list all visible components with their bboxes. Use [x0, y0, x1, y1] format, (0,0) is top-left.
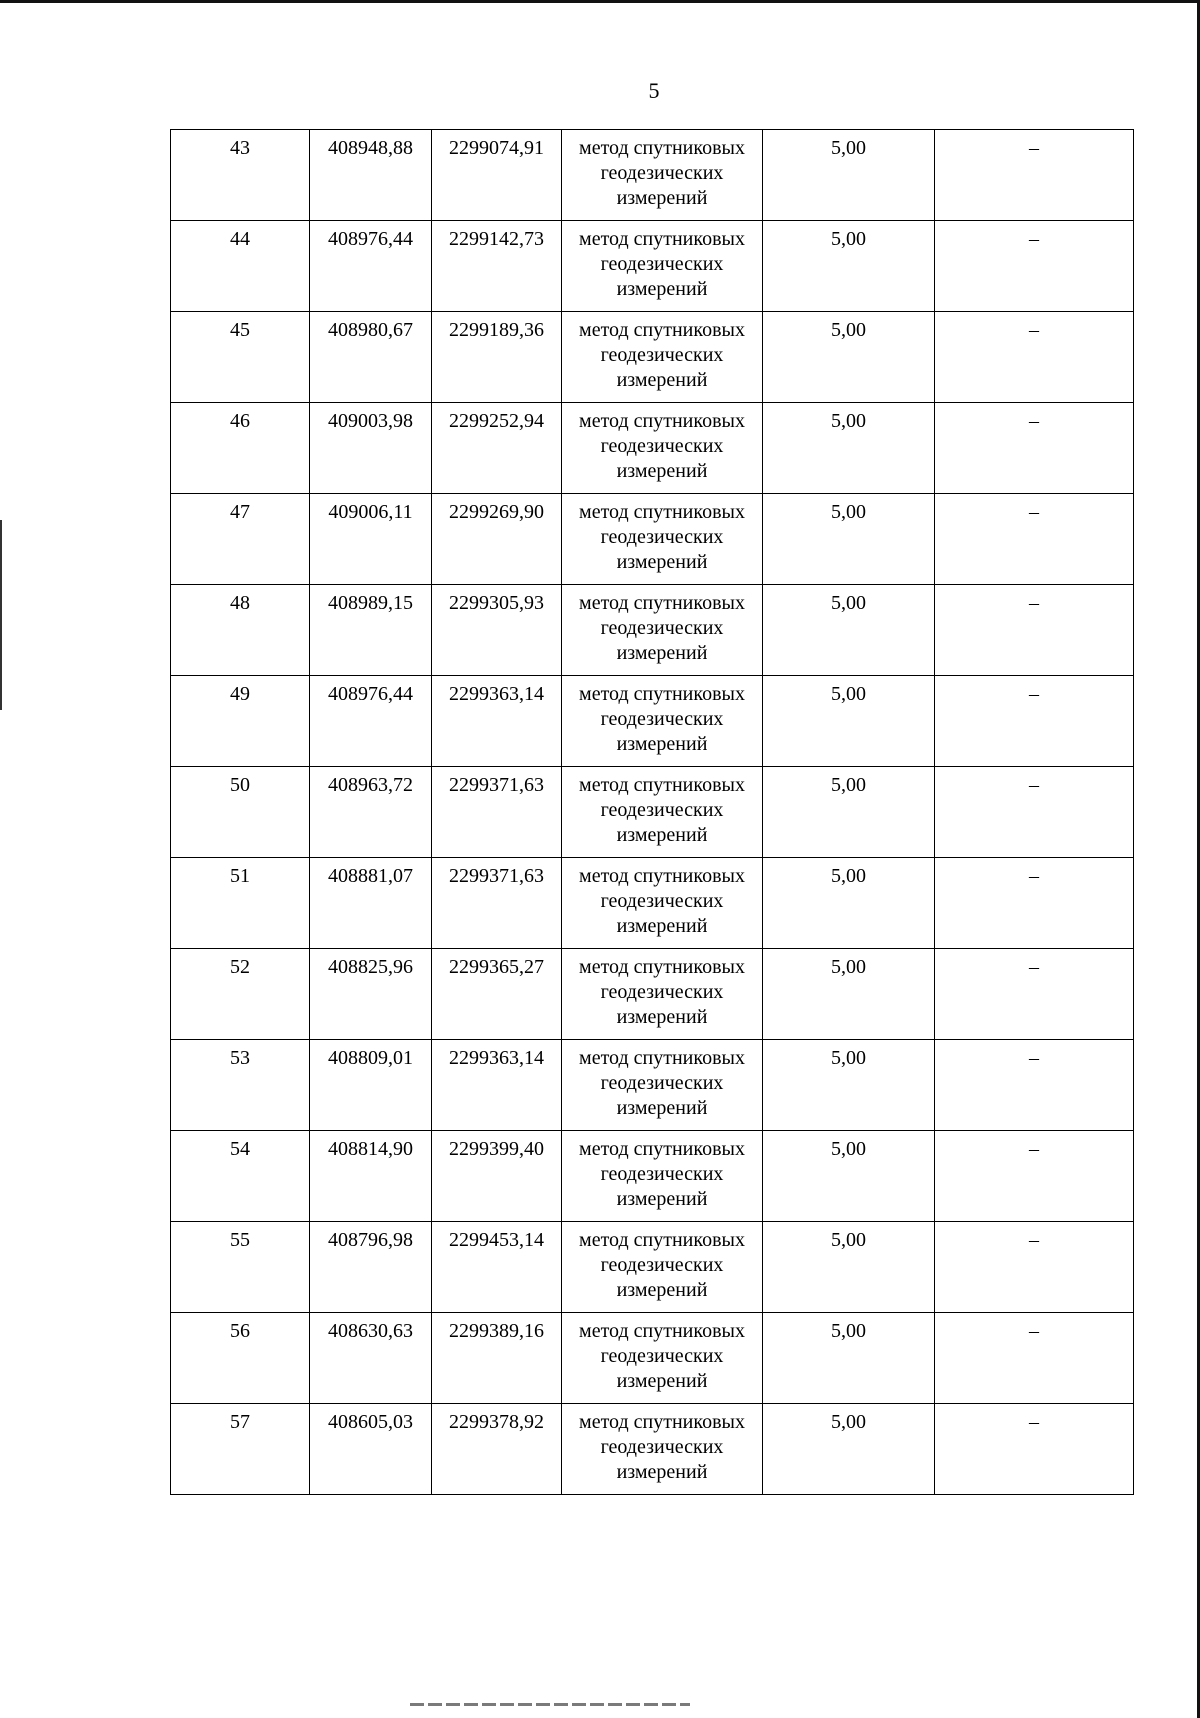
table-row — [171, 221, 1134, 312]
table-row — [171, 403, 1134, 494]
coordinate-x-cell: 409006,11 — [310, 494, 432, 585]
coordinate-x-cell: 408825,96 — [310, 949, 432, 1040]
method-cell: метод спутниковых геодезических измерений — [562, 130, 763, 221]
point-number-cell: 55 — [171, 1222, 310, 1313]
coordinate-x-cell: 408989,15 — [310, 585, 432, 676]
accuracy-cell: 5,00 — [763, 858, 935, 949]
coordinate-y-cell: 2299363,14 — [432, 1040, 562, 1131]
method-cell: метод спутниковых геодезических измерений — [562, 1313, 763, 1404]
description-cell: – — [935, 949, 1134, 1040]
accuracy-cell: 5,00 — [763, 1313, 935, 1404]
method-cell: метод спутниковых геодезических измерений — [562, 767, 763, 858]
coordinate-y-cell: 2299399,40 — [432, 1131, 562, 1222]
coordinate-x-cell: 408814,90 — [310, 1131, 432, 1222]
coordinate-y-cell: 2299305,93 — [432, 585, 562, 676]
coordinates-table-body — [171, 130, 1134, 1495]
coordinate-y-cell: 2299389,16 — [432, 1313, 562, 1404]
table-row — [171, 1131, 1134, 1222]
coordinate-x-cell: 408605,03 — [310, 1404, 432, 1495]
point-number-cell: 51 — [171, 858, 310, 949]
description-cell: – — [935, 1222, 1134, 1313]
description-cell: – — [935, 130, 1134, 221]
description-cell: – — [935, 1131, 1134, 1222]
table-row — [171, 1313, 1134, 1404]
method-cell: метод спутниковых геодезических измерений — [562, 1040, 763, 1131]
description-cell: – — [935, 494, 1134, 585]
method-cell: метод спутниковых геодезических измерений — [562, 1131, 763, 1222]
table-row — [171, 1404, 1134, 1495]
method-cell: метод спутниковых геодезических измерений — [562, 403, 763, 494]
accuracy-cell: 5,00 — [763, 949, 935, 1040]
description-cell: – — [935, 858, 1134, 949]
description-cell: – — [935, 312, 1134, 403]
point-number-cell: 45 — [171, 312, 310, 403]
point-number-cell: 57 — [171, 1404, 310, 1495]
coordinate-x-cell: 408881,07 — [310, 858, 432, 949]
table-row — [171, 858, 1134, 949]
accuracy-cell: 5,00 — [763, 1222, 935, 1313]
accuracy-cell: 5,00 — [763, 494, 935, 585]
point-number-cell: 44 — [171, 221, 310, 312]
point-number-cell: 46 — [171, 403, 310, 494]
description-cell: – — [935, 585, 1134, 676]
description-cell: – — [935, 1313, 1134, 1404]
table-row — [171, 312, 1134, 403]
description-cell: – — [935, 403, 1134, 494]
method-cell: метод спутниковых геодезических измерений — [562, 1404, 763, 1495]
table-row — [171, 767, 1134, 858]
method-cell: метод спутниковых геодезических измерений — [562, 1222, 763, 1313]
description-cell: – — [935, 221, 1134, 312]
accuracy-cell: 5,00 — [763, 585, 935, 676]
table-row — [171, 585, 1134, 676]
method-cell: метод спутниковых геодезических измерений — [562, 585, 763, 676]
coordinate-y-cell: 2299269,90 — [432, 494, 562, 585]
method-cell: метод спутниковых геодезических измерений — [562, 494, 763, 585]
accuracy-cell: 5,00 — [763, 403, 935, 494]
accuracy-cell: 5,00 — [763, 1040, 935, 1131]
table-row — [171, 676, 1134, 767]
point-number-cell: 54 — [171, 1131, 310, 1222]
coordinate-x-cell: 408948,88 — [310, 130, 432, 221]
method-cell: метод спутниковых геодезических измерений — [562, 221, 763, 312]
coordinate-x-cell: 408980,67 — [310, 312, 432, 403]
coordinate-y-cell: 2299371,63 — [432, 767, 562, 858]
scan-border-left — [0, 520, 2, 710]
description-cell: – — [935, 767, 1134, 858]
point-number-cell: 56 — [171, 1313, 310, 1404]
table-row — [171, 494, 1134, 585]
table-row — [171, 1222, 1134, 1313]
coordinate-x-cell: 408796,98 — [310, 1222, 432, 1313]
method-cell: метод спутниковых геодезических измерений — [562, 858, 763, 949]
description-cell: – — [935, 1040, 1134, 1131]
point-number-cell: 53 — [171, 1040, 310, 1131]
description-cell: – — [935, 676, 1134, 767]
coordinate-x-cell: 408963,72 — [310, 767, 432, 858]
accuracy-cell: 5,00 — [763, 676, 935, 767]
coordinate-x-cell: 409003,98 — [310, 403, 432, 494]
coordinate-y-cell: 2299365,27 — [432, 949, 562, 1040]
coordinate-x-cell: 408976,44 — [310, 676, 432, 767]
description-cell: – — [935, 1404, 1134, 1495]
accuracy-cell: 5,00 — [763, 1404, 935, 1495]
coordinate-x-cell: 408976,44 — [310, 221, 432, 312]
coordinate-y-cell: 2299371,63 — [432, 858, 562, 949]
point-number-cell: 48 — [171, 585, 310, 676]
table-row — [171, 130, 1134, 221]
method-cell: метод спутниковых геодезических измерений — [562, 949, 763, 1040]
method-cell: метод спутниковых геодезических измерений — [562, 676, 763, 767]
accuracy-cell: 5,00 — [763, 130, 935, 221]
point-number-cell: 43 — [171, 130, 310, 221]
method-cell: метод спутниковых геодезических измерений — [562, 312, 763, 403]
coordinate-y-cell: 2299189,36 — [432, 312, 562, 403]
point-number-cell: 47 — [171, 494, 310, 585]
coordinate-y-cell: 2299378,92 — [432, 1404, 562, 1495]
coordinate-x-cell: 408809,01 — [310, 1040, 432, 1131]
accuracy-cell: 5,00 — [763, 1131, 935, 1222]
point-number-cell: 52 — [171, 949, 310, 1040]
point-number-cell: 50 — [171, 767, 310, 858]
coordinate-y-cell: 2299074,91 — [432, 130, 562, 221]
scan-artifact — [410, 1703, 690, 1706]
accuracy-cell: 5,00 — [763, 767, 935, 858]
coordinates-table — [170, 129, 1134, 1495]
scan-border-top — [0, 0, 1200, 3]
table-row — [171, 1040, 1134, 1131]
coordinate-y-cell: 2299142,73 — [432, 221, 562, 312]
point-number-cell: 49 — [171, 676, 310, 767]
coordinate-x-cell: 408630,63 — [310, 1313, 432, 1404]
coordinate-y-cell: 2299453,14 — [432, 1222, 562, 1313]
coordinate-y-cell: 2299363,14 — [432, 676, 562, 767]
table-row — [171, 949, 1134, 1040]
accuracy-cell: 5,00 — [763, 312, 935, 403]
page-number: 5 — [648, 78, 660, 103]
coordinate-y-cell: 2299252,94 — [432, 403, 562, 494]
accuracy-cell: 5,00 — [763, 221, 935, 312]
